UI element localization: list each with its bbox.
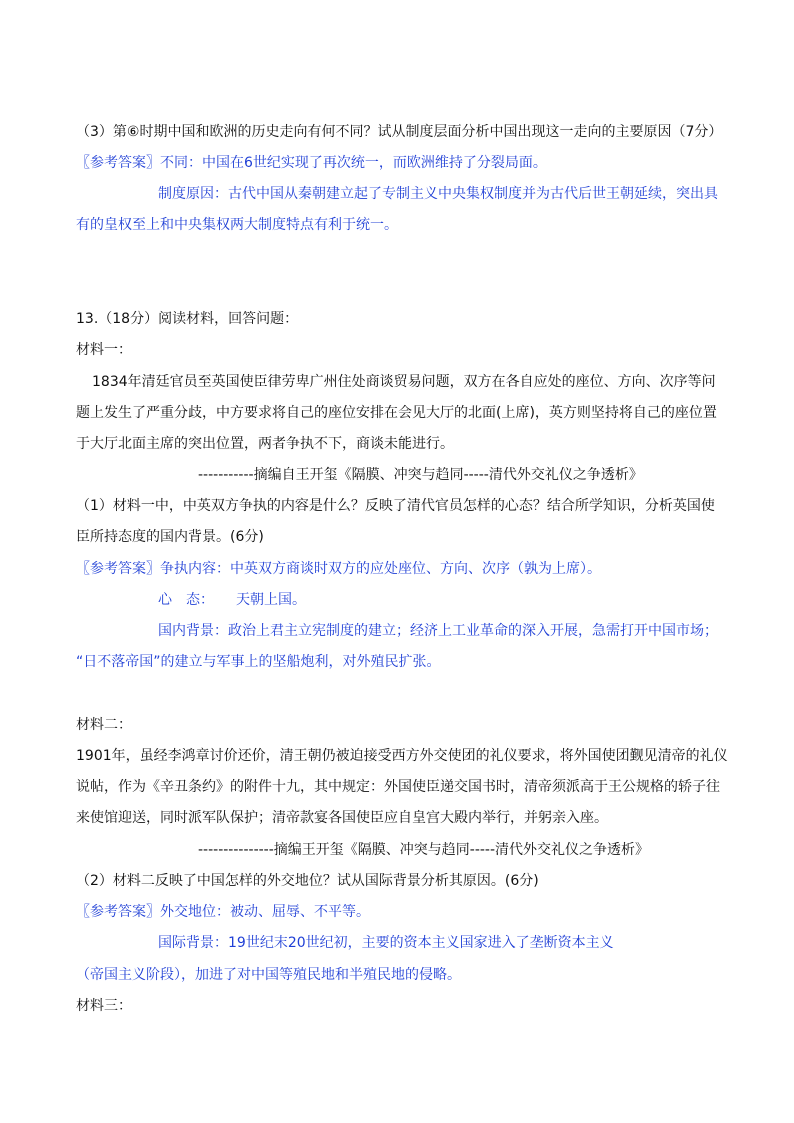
- material1-source: -----------摘编自王开玺《隔膜、冲突与趋同-----清代外交礼仪之争透析》: [198, 467, 643, 483]
- material2-line1: 1901年，虽经李鸿章讨价还价，清王朝仍被迫接受西方外交使团的礼仪要求，将外国使团觐见清帝的礼仪: [76, 748, 728, 764]
- q13-1-line2: 臣所持态度的国内背景。(6分): [76, 529, 264, 545]
- mentality-value: 天朝上国。: [236, 592, 306, 608]
- material2-line2: 说帖，作为《辛丑条约》的附件十九，其中规定：外国使臣递交国书时，清帝须派高于王公规格的轿子往: [76, 779, 720, 795]
- q13-1-answer4: “日不落帝国”的建立与军事上的坚船炮利，对外殖民扩张。: [76, 654, 441, 670]
- material1-line1: 1834年清廷官员至英国使臣律劳卑广州住处商谈贸易问题，双方在各自应处的座位、方向、次序等问: [92, 374, 716, 390]
- material2-source: ---------------摘编王开玺《隔膜、冲突与趋同-----清代外交礼仪之争透析》: [198, 842, 650, 858]
- q13-heading: 13.（18分）阅读材料，回答问题：: [76, 311, 299, 327]
- q3-answer-line3: 有的皇权至上和中央集权两大制度特点有利于统一。: [76, 217, 398, 233]
- q13-2-answer3: （帝国主义阶段），加进了对中国等殖民地和半殖民地的侵略。: [76, 967, 461, 983]
- q3-question: （3）第⑥时期中国和欧洲的历史走向有何不同？试从制度层面分析中国出现这一走向的主要原因（7分）: [76, 124, 723, 140]
- q3-answer-line2: 制度原因：古代中国从秦朝建立起了专制主义中央集权制度并为古代后世王朝延续，突出具: [158, 186, 718, 202]
- material1-label: 材料一：: [76, 342, 132, 358]
- material2-line3: 来使馆迎送，同时派军队保护；清帝款宴各国使臣应自皇宫大殿内举行，并躬亲入座。: [76, 810, 608, 826]
- q13-2-line1: （2）材料二反映了中国怎样的外交地位？试从国际背景分析其原因。(6分): [76, 873, 539, 889]
- q13-1-answer2: [158, 591, 306, 609]
- mentality-label: 心 态：: [158, 592, 214, 608]
- q13-1-line1: （1）材料一中，中英双方争执的内容是什么？反映了清代官员怎样的心态？结合所学知识，分析英国使: [76, 498, 715, 514]
- q13-1-answer3: 国内背景：政治上君主立宪制度的建立；经济上工业革命的深入开展，急需打开中国市场；: [158, 623, 718, 639]
- material3-label: 材料三：: [76, 998, 132, 1014]
- material1-line3: 于大厅北面主席的突出位置，两者争执不下，商谈未能进行。: [76, 436, 454, 452]
- material2-label: 材料二：: [76, 717, 132, 733]
- q13-2-answer2: 国际背景：19世纪末20世纪初，主要的资本主义国家进入了垄断资本主义: [158, 935, 614, 951]
- material1-line2: 题上发生了严重分歧，中方要求将自己的座位安排在会见大厅的北面(上席)，英方则坚持将自己的座位置: [76, 405, 717, 421]
- q3-answer-line1: 〖参考答案〗不同：中国在6世纪实现了再次统一，而欧洲维持了分裂局面。: [76, 155, 547, 171]
- q13-2-answer1: 〖参考答案〗外交地位：被动、屈辱、不平等。: [76, 904, 370, 920]
- q13-1-answer1: 〖参考答案〗争执内容：中英双方商谈时双方的应处座位、方向、次序（孰为上席）。: [76, 561, 601, 577]
